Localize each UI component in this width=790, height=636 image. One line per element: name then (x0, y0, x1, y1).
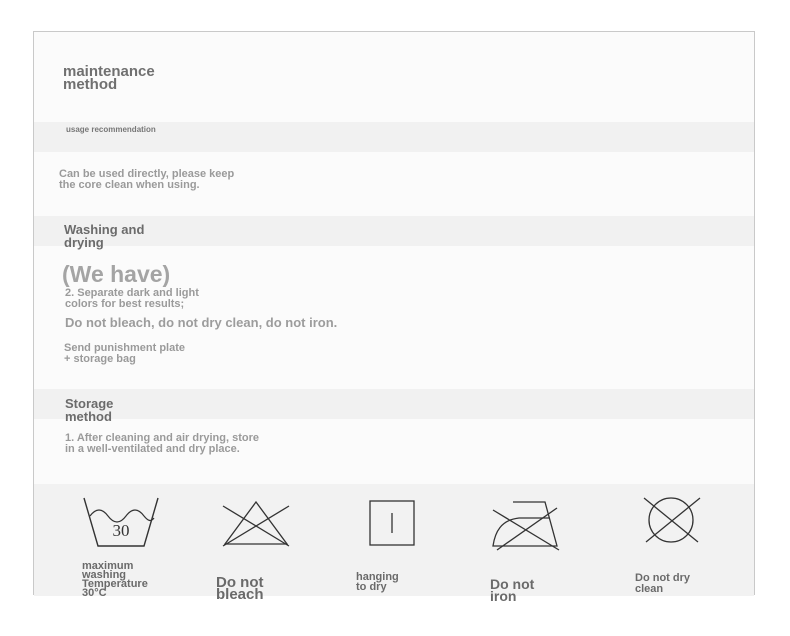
usage-heading: usage recommendation (66, 125, 156, 134)
storage-band (34, 389, 754, 419)
hang-dry-label: hanging to dry (356, 571, 399, 593)
usage-text: Can be used directly, please keep the core clean when using. (59, 168, 235, 191)
washing-extras: Send punishment plate + storage bag (64, 342, 186, 365)
washing-big-text: (We have) (62, 261, 171, 287)
washing-warning: Do not bleach, do not dry clean, do not iron. (65, 315, 338, 330)
wash-30-label: maximum washing Temperature 30°C (82, 560, 148, 599)
no-iron-label: Do not iron (490, 576, 535, 604)
no-bleach-icon (219, 498, 293, 548)
hang-dry-icon (368, 499, 416, 547)
storage-text: 1. After cleaning and air drying, store in a well-ventilated and dry place. (65, 432, 259, 455)
page-title: maintenance method (63, 63, 155, 93)
wash-30-icon (82, 494, 160, 550)
no-dry-clean-icon (640, 490, 702, 546)
wash-temperature-number: 30 (112, 521, 130, 540)
no-iron-icon (489, 498, 563, 552)
washing-heading: Washing and drying (64, 222, 145, 250)
no-dry-clean-label: Do not dry clean (635, 572, 690, 595)
care-card (33, 31, 755, 604)
washing-item-2: 2. Separate dark and light colors for best results; (65, 287, 199, 310)
no-bleach-label: Do not bleach (216, 574, 264, 603)
care-icons-row (34, 484, 754, 604)
storage-heading: Storage method (65, 396, 114, 424)
